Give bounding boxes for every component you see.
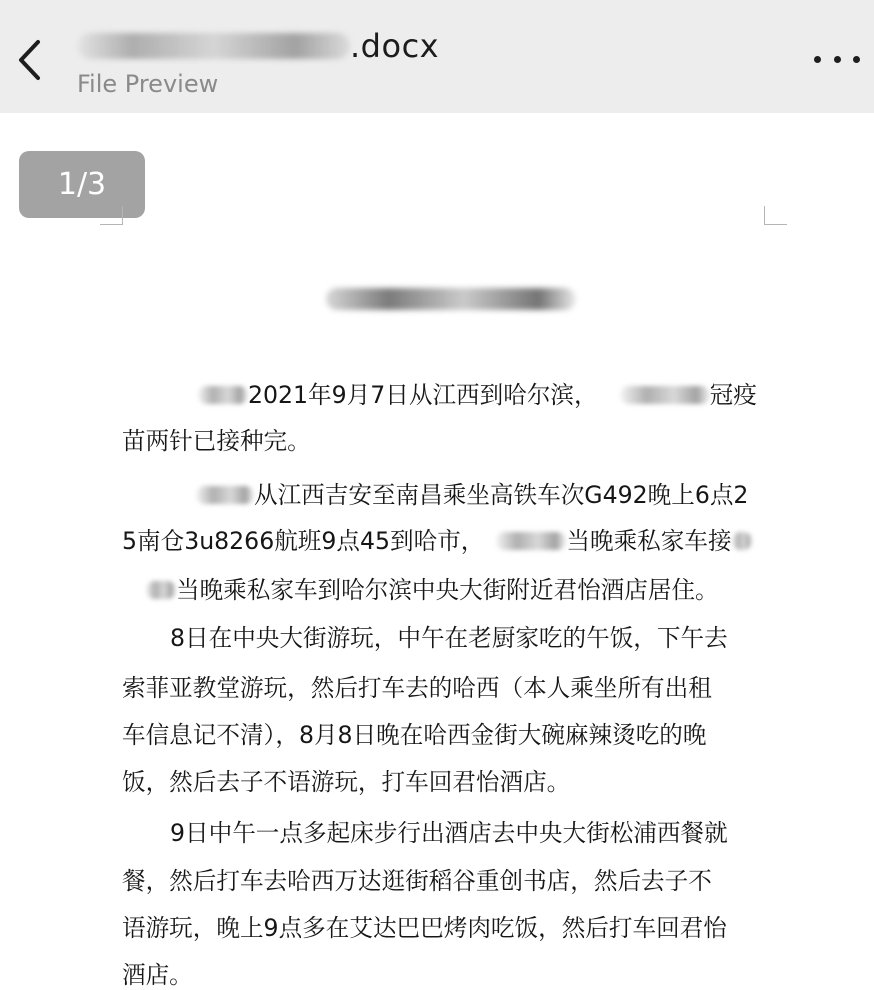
subtitle: File Preview <box>77 70 219 98</box>
page-indicator: 1/3 <box>19 151 145 218</box>
doc-line: 饭，然后去子不语游玩，打车回君怡酒店。 <box>122 768 571 796</box>
doc-line: 9日中午一点多起床步行出酒店去中央大街松浦西餐就 <box>170 819 728 847</box>
more-button[interactable] <box>814 44 860 74</box>
doc-line: 8日在中央大街游玩，中午在老厨家吃的午饭，下午去 <box>170 624 728 652</box>
more-horizontal-icon <box>814 56 821 63</box>
back-button[interactable] <box>10 30 50 90</box>
doc-line: 2021年9月7日从江西到哈尔滨， 冠疫 <box>198 380 848 410</box>
doc-line: 车信息记不清），8月8日晚在哈西金街大碗麻辣烫吃的晚 <box>122 721 707 749</box>
file-extension: .docx <box>350 27 440 65</box>
doc-line: 苗两针已接种完。 <box>122 427 311 455</box>
chevron-left-icon <box>10 30 50 90</box>
file-title <box>78 22 439 70</box>
doc-line: 餐，然后打车去哈西万达逛街稻谷重创书店，然后去子不 <box>122 867 712 895</box>
redacted-filename <box>78 33 350 59</box>
doc-line: 5南仓3u8266航班9点45到哈市， 当晚乘私家车接 <box>122 526 772 556</box>
redacted-name <box>732 532 752 550</box>
redacted-name <box>198 386 248 404</box>
doc-line: 酒店。 <box>122 961 193 989</box>
doc-line: 当晚乘私家车到哈尔滨中央大街附近君怡酒店居住。 <box>146 575 796 605</box>
redacted-name <box>196 486 254 504</box>
top-bar <box>0 0 874 113</box>
page-corner-mark-right <box>764 206 787 225</box>
redacted-document-heading <box>326 288 576 310</box>
redacted-name <box>620 386 710 404</box>
doc-line: 索菲亚教堂游玩，然后打车去的哈西（本人乘坐所有出租 <box>122 674 712 702</box>
doc-line: 语游玩，晚上9点多在艾达巴巴烤肉吃饭，然后打车回君怡 <box>122 914 727 942</box>
redacted-name <box>496 532 566 550</box>
doc-line: 从江西吉安至南昌乘坐高铁车次G492晚上6点2 <box>196 480 846 510</box>
page-corner-mark-left <box>100 206 123 225</box>
redacted-name <box>146 581 176 599</box>
